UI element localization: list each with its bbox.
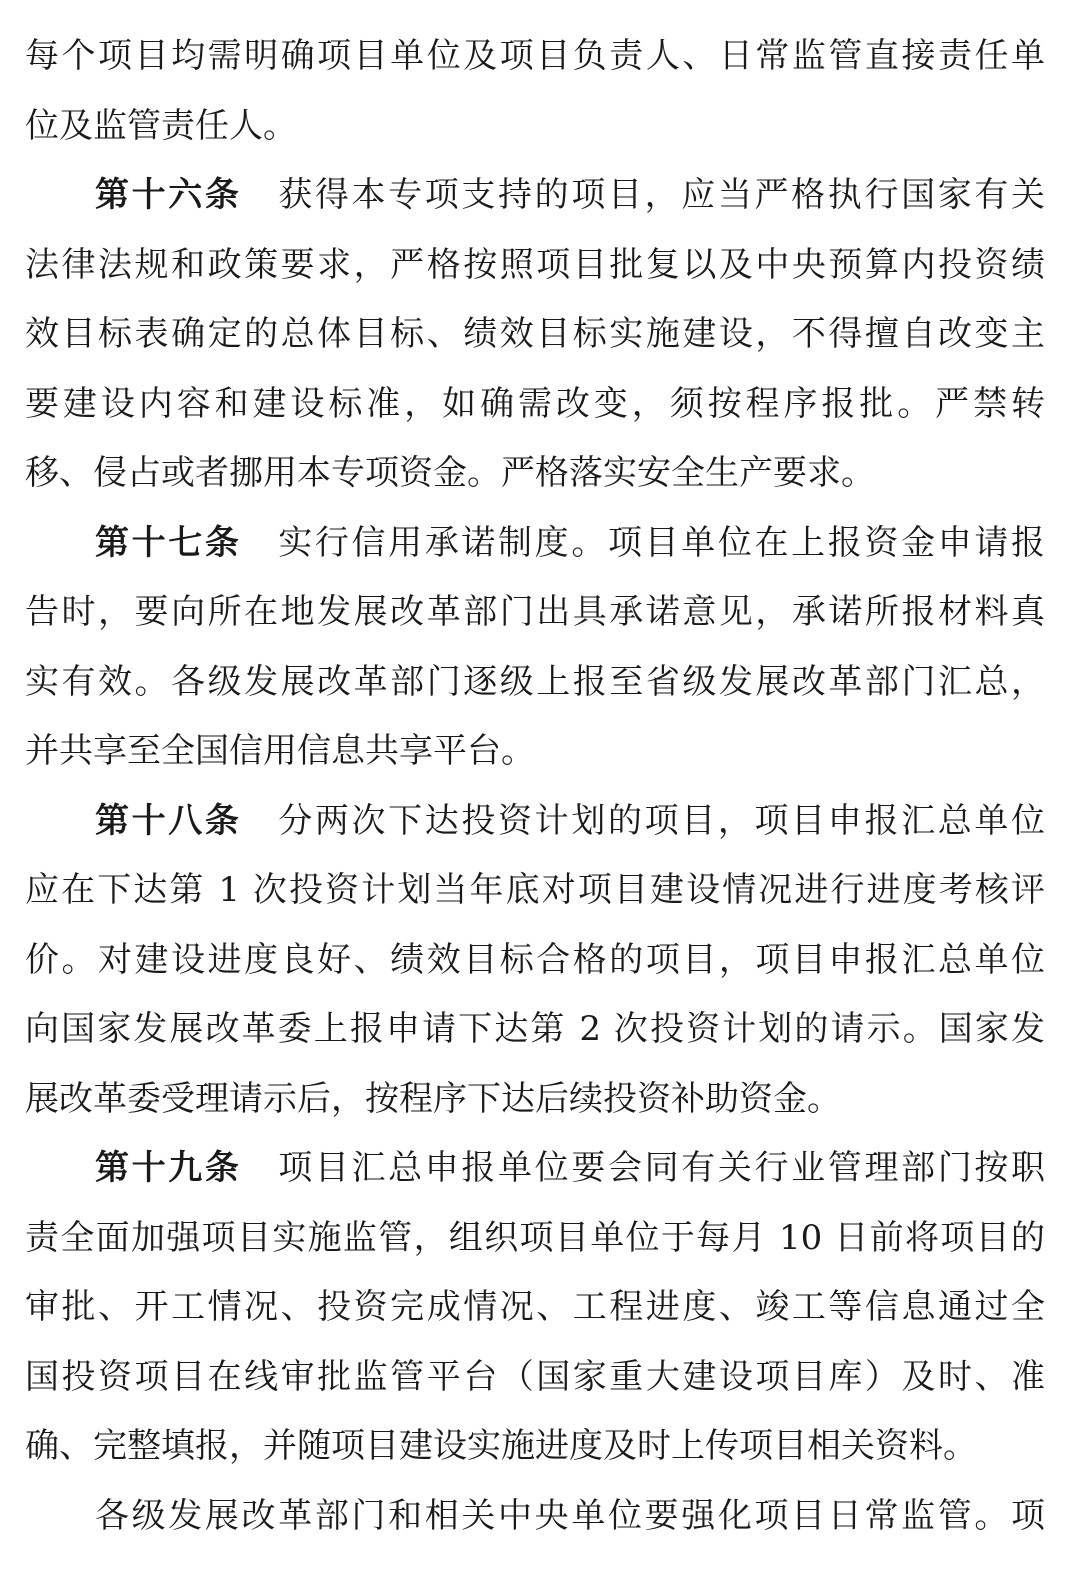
line-text: 各级发展改革部门和相关中央单位要强化项目日常监管。项 bbox=[95, 1495, 1045, 1536]
text-line bbox=[25, 370, 1045, 439]
text-line bbox=[25, 92, 1045, 161]
article-line bbox=[25, 509, 1045, 578]
text-line bbox=[25, 856, 1045, 925]
article-line bbox=[25, 1134, 1045, 1203]
line-text: 向国家发展改革委上报申请下达第 2 次投资计划的请示。国家发 bbox=[25, 1009, 1045, 1049]
text-line bbox=[25, 1343, 1045, 1412]
line-text: 确、完整填报，并随项目建设实施进度及时上传项目相关资料。 bbox=[25, 1426, 977, 1466]
line-text: 价。对建设进度良好、绩效目标合格的项目，项目申报汇总单位 bbox=[25, 939, 1045, 980]
line-text: 并共享至全国信用信息共享平台。 bbox=[25, 731, 535, 771]
text-line bbox=[25, 1482, 1045, 1551]
text-line bbox=[25, 648, 1045, 717]
line-text: 效目标表确定的总体目标、绩效目标实施建设，不得擅自改变主 bbox=[25, 314, 1045, 354]
line-text: 项目汇总申报单位要会同有关行业管理部门按职 bbox=[278, 1148, 1045, 1188]
line-text: 责全面加强项目实施监管，组织项目单位于每月 10 日前将项目的 bbox=[25, 1217, 1045, 1258]
line-text: 实行信用承诺制度。项目单位在上报资金申请报 bbox=[278, 522, 1045, 563]
article-number: 第十六条 bbox=[95, 175, 242, 215]
line-text: 实有效。各级发展改革部门逐级上报至省级发展改革部门汇总， bbox=[25, 661, 1045, 702]
article-line bbox=[25, 161, 1045, 230]
text-line bbox=[25, 1273, 1045, 1342]
text-line bbox=[25, 22, 1045, 91]
text-line bbox=[25, 1065, 1045, 1134]
article-line bbox=[25, 787, 1045, 856]
line-text: 获得本专项支持的项目，应当严格执行国家有关 bbox=[278, 175, 1045, 215]
line-text: 移、侵占或者挪用本专项资金。严格落实安全生产要求。 bbox=[25, 453, 875, 493]
line-text: 展改革委受理请示后，按程序下达后续投资补助资金。 bbox=[25, 1078, 841, 1119]
text-line bbox=[25, 995, 1045, 1064]
line-text: 位及监管责任人。 bbox=[25, 105, 297, 146]
text-line bbox=[25, 300, 1045, 369]
text-line bbox=[25, 717, 1045, 786]
text-line bbox=[25, 1204, 1045, 1273]
text-line bbox=[25, 439, 1045, 508]
line-text: 审批、开工情况、投资完成情况、工程进度、竣工等信息通过全 bbox=[25, 1287, 1045, 1327]
line-text: 分两次下达投资计划的项目，项目申报汇总单位 bbox=[278, 800, 1045, 841]
text-line bbox=[25, 231, 1045, 300]
line-text: 要建设内容和建设标准，如确需改变，须按程序报批。严禁转 bbox=[25, 383, 1045, 424]
line-text: 每个项目均需明确项目单位及项目负责人、日常监管直接责任单 bbox=[25, 36, 1045, 76]
text-line bbox=[25, 926, 1045, 995]
article-number: 第十八条 bbox=[95, 800, 242, 841]
line-text: 法律法规和政策要求，严格按照项目批复以及中央预算内投资绩 bbox=[25, 244, 1045, 285]
text-line bbox=[25, 1412, 1045, 1481]
article-number: 第十九条 bbox=[95, 1148, 242, 1188]
article-number: 第十七条 bbox=[95, 522, 242, 563]
line-text: 告时，要向所在地发展改革部门出具承诺意见，承诺所报材料真 bbox=[25, 592, 1045, 632]
line-text: 应在下达第 1 次投资计划当年底对项目建设情况进行进度考核评 bbox=[25, 870, 1045, 910]
text-line bbox=[25, 578, 1045, 647]
line-text: 国投资项目在线审批监管平台（国家重大建设项目库）及时、准 bbox=[25, 1356, 1045, 1397]
